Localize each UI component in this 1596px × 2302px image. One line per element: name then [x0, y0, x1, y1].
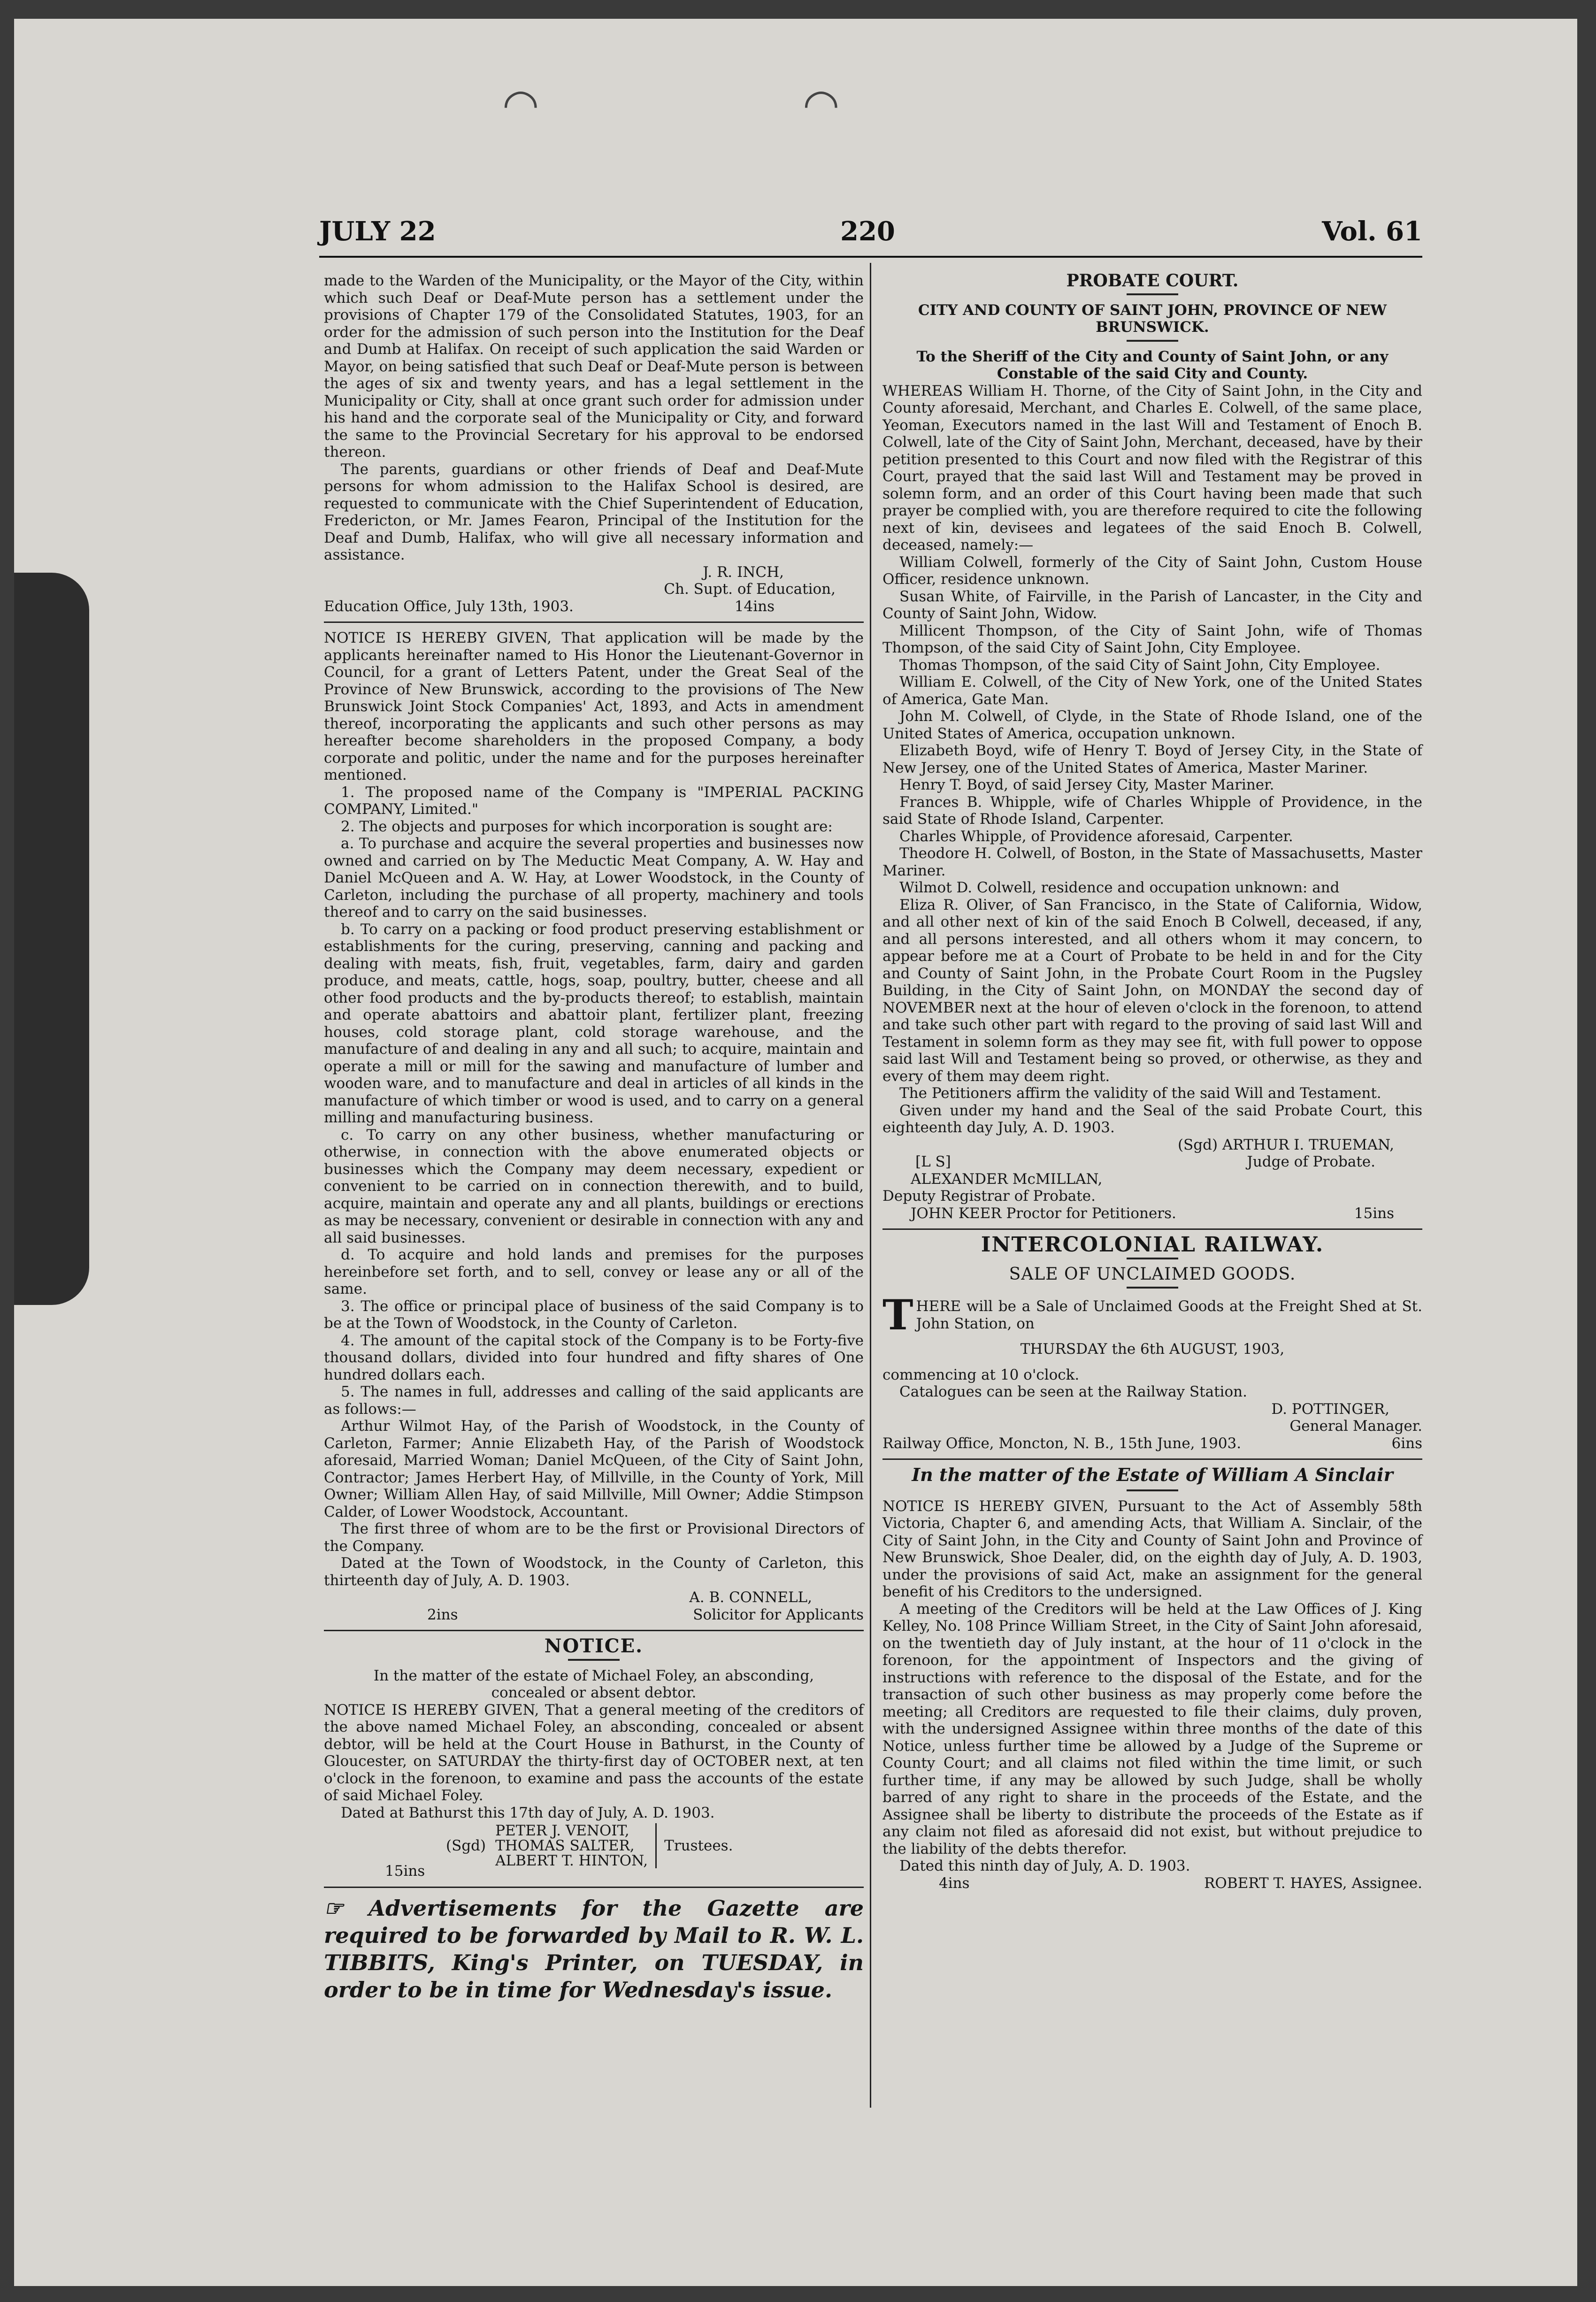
packing-paragraph: The first three of whom are to be the first or Provisional Directors of the Company.	[324, 1520, 864, 1555]
deaf-notice-paragraph: The parents, guardians or other friends of Deaf and Deaf-Mute persons for whom admission to the Halifax School is desired, are requested to communicate with the Chief Superintendent of Education, Fredericton, or Mr. James Fearon, Principal of the Institution for the Deaf and Dumb, Halifax, who will give all necessary information and assistance.	[324, 460, 864, 563]
binding-hole-icon: ◠	[803, 80, 840, 129]
divider	[324, 1630, 864, 1631]
railway-paragraph	[882, 1290, 1422, 1339]
insertion-count: 4ins	[939, 1874, 970, 1892]
divider	[324, 622, 864, 623]
title-rule	[1127, 1489, 1178, 1491]
probate-title: PROBATE COURT.	[1066, 271, 1239, 291]
advertisement-note	[324, 1895, 864, 2003]
pointing-hand-icon: ☞	[324, 1895, 344, 1921]
packing-paragraph: b. To carry on a packing or food product preserving establishment or establishments for the curing, preserving, canning and packing and dealing with meats, fish, fruit, vegetables, farm, dairy and garden produce, and meats, cattle, hogs, soap, poultry, butter, cheese and all other food products and the by-products thereof; to establish, maintain and operate abattoirs and abattoir plant, fertilizer plant, freezing houses, cold storage plant, cold storage warehouse, and the manufacture of and dealing in any and all such; to acquire, maintain and operate a mill or mill for the sawing and manufacture of lumber and wooden ware, and to manufacture and deal in articles of all kinds in the manufacture of which timber or wood is used, and to carry on a general milling and manufacturing business.	[324, 921, 864, 1126]
divider	[324, 1887, 864, 1888]
sgd-mark: (Sgd)	[446, 1837, 486, 1854]
divider	[882, 1228, 1422, 1230]
foley-notice	[324, 1635, 864, 1880]
trustee-name: THOMAS SALTER,	[495, 1837, 635, 1854]
packing-paragraph: Dated at the Town of Woodstock, in the County of Carleton, this thirteenth day of July, A. D. 1903.	[324, 1555, 864, 1589]
heir-entry: Thomas Thompson, of the said City of Saint John, City Employee.	[899, 656, 1381, 674]
probate-address: To the Sheriff of the City and County of Saint John, or any Constable of the said City and County.	[916, 348, 1389, 382]
divider	[882, 1458, 1422, 1460]
probate-paragraph: The Petitioners affirm the validity of the said Will and Testament.	[899, 1085, 1381, 1102]
judge-title: Judge of Probate.	[1247, 1153, 1375, 1170]
proctor-line: JOHN KEER Proctor for Petitioners.	[911, 1205, 1176, 1222]
header-page-number: 220	[840, 216, 895, 247]
notice-title: NOTICE.	[544, 1635, 644, 1657]
insertion-count: 2ins	[427, 1606, 458, 1623]
trustee-role: Trustees.	[664, 1837, 733, 1854]
probate-paragraph: Given under my hand and the Seal of the said Probate Court, this eighteenth day July, A. D. 1903.	[882, 1102, 1422, 1136]
heir-entry: William E. Colwell, of the City of New York, one of the United States of America, Gate Man.	[882, 674, 1422, 708]
sinclair-notice	[882, 1466, 1422, 1892]
seal-mark: [L S]	[915, 1153, 951, 1170]
trustees-block	[446, 1823, 864, 1868]
column-rule	[870, 263, 871, 2108]
title-rule	[1127, 293, 1178, 295]
packing-paragraph: 2. The objects and purposes for which incorporation is sought are:	[341, 818, 833, 835]
railway-title: INTERCOLONIAL RAILWAY.	[981, 1233, 1324, 1257]
insertion-count: 14ins	[734, 598, 775, 615]
insertion-count: 15ins	[1354, 1205, 1394, 1222]
signer-name: ROBERT T. HAYES, Assignee.	[1204, 1874, 1422, 1892]
probate-notice	[882, 272, 1422, 1222]
drop-cap: T	[882, 1290, 913, 1339]
heir-entry: Millicent Thompson, of the City of Saint John, wife of Thomas Thompson, of the said City of Saint John, City Employee.	[882, 622, 1422, 656]
trustee-name: ALBERT T. HINTON,	[495, 1852, 648, 1869]
packing-paragraph: NOTICE IS HEREBY GIVEN, That application will be made by the applicants hereinafter named to His Honor the Lieutenant-Governor in Council, for a grant of Letters Patent, under the Great Seal of the Province of New Brunswick, according to the provisions of The New Brunswick Joint Stock Companies' Act, 1893, and Acts in amendment thereof, incorporating the applicants and such other persons as may hereafter become shareholders in the proposed Company, a body corporate and politic, under the name and for the purposes hereinafter mentioned.	[324, 629, 864, 783]
sinclair-paragraph: A meeting of the Creditors will be held at the Law Offices of J. King Kelley, No. 108 Prince William Street, in the City of Saint John aforesaid, on the twentieth day of July instant, at the hour of 11 o'clock in the forenoon, for the appointment of Inspectors and the giving of instructions with reference to the disposal of the Estate, and for the transaction of such other business as may properly come before the meeting; all Creditors are requested to file their claims, duly proven, with the undersigned Assignee within three months of the date of this Notice, unless further time be allowed by a Judge of the Supreme or County Court; and all claims not filed within the time limit, or such further time, if any may be allowed by such Judge, shall be wholly barred of any right to share in the proceeds of the Estate, and the Assignee shall be liberty to distribute the proceeds of the Estate as if any claim not filed as aforesaid did not exist, but without prejudice to the liability of the debts therefor.	[882, 1600, 1422, 1857]
right-column	[882, 272, 1422, 1892]
heir-entry: William Colwell, formerly of the City of Saint John, Custom House Officer, residence unknown.	[882, 553, 1422, 588]
signer-title: Solicitor for Applicants	[693, 1606, 864, 1623]
title-rule	[568, 1659, 620, 1661]
deputy-registrar: ALEXANDER McMILLAN,	[911, 1170, 1103, 1188]
notice-subtitle: In the matter of the estate of Michael Foley, an absconding, concealed or absent debtor.	[373, 1667, 814, 1701]
insertion-count: 6ins	[1391, 1435, 1422, 1452]
deaf-notice-paragraph: made to the Warden of the Municipality, or the Mayor of the City, within which such Deaf or Deaf-Mute person has a settlement under the provisions of Chapter 179 of the Consolidated Statutes, 1903, for an order for the admission of such person into the Institution for the Deaf and Dumb at Halifax. On receipt of such application the said Warden or Mayor, on being satisfied that such Deaf or Deaf-Mute person is between the ages of six and twenty years, and has a legal settlement in the Municipality or City, shall at once grant such order for admission under his hand and the corporate seal of the Municipality or City, and forward the same to the Provincial Secretary for his approval to be endorsed thereon.	[324, 272, 864, 460]
office-line: Railway Office, Moncton, N. B., 15th June, 1903.	[882, 1435, 1242, 1452]
binding-hole-icon: ◠	[502, 80, 539, 129]
insertion-count: 15ins	[385, 1863, 425, 1880]
packing-paragraph: c. To carry on any other business, whether manufacturing or otherwise, in connection with the above enumerated objects or businesses which the Company may deem necessary, expedient or convenient to be carried on in connection therewith, and to build, acquire, maintain and operate any and all plants, buildings or erections as may be necessary, convenient or desirable in connection with any and all said businesses.	[324, 1126, 864, 1246]
packing-paragraph: 5. The names in full, addresses and calling of the said applicants are as follows:—	[324, 1383, 864, 1418]
imperial-packing-notice	[324, 629, 864, 1623]
sale-date: THURSDAY the 6th AUGUST, 1903,	[1020, 1341, 1285, 1358]
deputy-title: Deputy Registrar of Probate.	[882, 1188, 1096, 1205]
railway-notice	[882, 1233, 1422, 1452]
railway-paragraph: Catalogues can be seen at the Railway Station.	[899, 1383, 1247, 1400]
heir-entry: Elizabeth Boyd, wife of Henry T. Boyd of Jersey City, in the State of New Jersey, one of the United States of America, Master Mariner.	[882, 742, 1422, 776]
scanner-thumb	[14, 573, 89, 1305]
title-rule	[1127, 1258, 1178, 1259]
probate-subtitle: CITY AND COUNTY OF SAINT JOHN, PROVINCE OF NEW BRUNSWICK.	[918, 301, 1387, 336]
page-header	[319, 216, 1422, 253]
judge-signature: (Sgd) ARTHUR I. TRUEMAN,	[1177, 1136, 1394, 1153]
packing-paragraph: 4. The amount of the capital stock of the Company is to be Forty-five thousand dollars, divided into four hundred and fifty shares of One hundred dollars each.	[324, 1332, 864, 1383]
packing-paragraph: 3. The office or principal place of business of the said Company is to be at the Town of Woodstock, in the County of Carleton.	[324, 1297, 864, 1332]
heir-entry: Susan White, of Fairville, in the Parish of Lancaster, in the City and County of Saint John, Widow.	[882, 588, 1422, 622]
probate-paragraph: Eliza R. Oliver, of San Francisco, in the State of California, Widow, and all other next of kin of the said Enoch B Colwell, deceased, if any, and all persons interested, and all others whom it may concern, to appear before me at a Court of Probate to be held in and for the City and County of Saint John, in the Probate Court Room in the Pugsley Building, in the City of Saint John, on MONDAY the second day of NOVEMBER next at the hour of eleven o'clock in the forenoon, to attend and take such other part with regard to the proving of said last Will and Testament in solemn form as they may see fit, with full power to oppose said last Will and Testament being so proved, or otherwise, as they and every of them may deem right.	[882, 896, 1422, 1085]
dated-line: Dated this ninth day of July, A. D. 1903.	[899, 1857, 1190, 1874]
advertisement-note-text: Advertisements for the Gazette are required to be forwarded by Mail to R. W. L. TIBBITS, King's Printer, on TUESDAY, in order to be in time for Wednesday's issue.	[324, 1895, 864, 2003]
packing-paragraph: 1. The proposed name of the Company is "IMPERIAL PACKING COMPANY, Limited."	[324, 783, 864, 818]
railway-paragraph: commencing at 10 o'clock.	[882, 1366, 1080, 1383]
dated-line: Dated at Bathurst this 17th day of July, A. D. 1903.	[341, 1804, 715, 1821]
deaf-institution-notice	[324, 272, 864, 615]
signer-name: D. POTTINGER,	[1271, 1400, 1389, 1418]
packing-paragraph: a. To purchase and acquire the several properties and businesses now owned and carried on by The Meductic Meat Company, A. W. Hay and Daniel McQueen and A. W. Hay, at Lower Woodstock, in the County of Carleton, including the purchase of all property, machinery and tools thereof and to carry on the said businesses.	[324, 835, 864, 921]
foley-paragraph: NOTICE IS HEREBY GIVEN, That a general meeting of the creditors of the above named Michael Foley, an absconding, concealed or absent debtor, will be held at the Court House in Bathurst, in the County of Gloucester, on SATURDAY the thirty-first day of OCTOBER next, at ten o'clock in the forenoon, to examine and pass the accounts of the estate of said Michael Foley.	[324, 1701, 864, 1804]
railway-paragraph-text: HERE will be a Sale of Unclaimed Goods at the Freight Shed at St. John Station, on	[916, 1298, 1422, 1332]
sinclair-paragraph: NOTICE IS HEREBY GIVEN, Pursuant to the Act of Assembly 58th Victoria, Chapter 6, and amending Acts, that William A. Sinclair, of the City of Saint John, in the City and County of Saint John and Province of New Brunswick, Shoe Dealer, did, on the eighth day of July, A. D. 1903, under the provisions of said Act, make an assignment for the general benefit of his Creditors to the undersigned.	[882, 1497, 1422, 1600]
header-date: JULY 22	[319, 216, 436, 247]
signer-name: A. B. CONNELL,	[689, 1589, 812, 1606]
office-line: Education Office, July 13th, 1903.	[324, 598, 574, 615]
probate-paragraph: WHEREAS William H. Thorne, of the City of Saint John, in the City and County aforesaid, Merchant, and Charles E. Colwell, of the same place, Yeoman, Executors named in the last Will and Testament of Enoch B. Colwell, late of the City of Saint John, Merchant, deceased, have by their petition presented to this Court and now filed with the Registrar of this Court, prayed that the said last Will and Testament may be proved in solemn form, and an order of this Court having been made that such prayer be complied with, you are therefore required to cite the following next of kin, devisees and legatees of the said Enoch B. Colwell, deceased, namely:—	[882, 382, 1422, 553]
title-rule	[1127, 340, 1178, 342]
packing-paragraph: Arthur Wilmot Hay, of the Parish of Woodstock, in the County of Carleton, Farmer; Annie Elizabeth Hay, of the Parish of Woodstock aforesaid, Married Woman; Daniel McQueen, of the City of Saint John, Contractor; James Herbert Hay, of Millville, in the County of York, Mill Owner; William Allen Hay, of said Millville, Mill Owner; Addie Stimpson Calder, of Lower Woodstock, Accountant.	[324, 1418, 864, 1520]
heir-entry: Henry T. Boyd, of said Jersey City, Master Mariner.	[899, 776, 1274, 793]
signer-title: Ch. Supt. of Education,	[664, 581, 836, 598]
heir-entry: Frances B. Whipple, wife of Charles Whipple of Providence, in the said State of Rhode Island, Carpenter.	[882, 793, 1422, 828]
title-rule	[1127, 1287, 1178, 1289]
heir-entry: Theodore H. Colwell, of Boston, in the State of Massachusetts, Master Mariner.	[882, 845, 1422, 879]
heir-entry: Wilmot D. Colwell, residence and occupation unknown: and	[899, 879, 1340, 896]
packing-paragraph: d. To acquire and hold lands and premises for the purposes hereinbefore set forth, and to sell, convey or lease any or all of the same.	[324, 1246, 864, 1297]
signer-name: J. R. INCH,	[703, 563, 784, 581]
trustee-name: PETER J. VENOIT,	[495, 1822, 629, 1839]
header-volume: Vol. 61	[1322, 216, 1422, 247]
railway-subtitle: SALE OF UNCLAIMED GOODS.	[1009, 1264, 1296, 1284]
header-rule	[319, 256, 1422, 258]
sinclair-title: In the matter of the Estate of William A Sinclair	[912, 1464, 1393, 1485]
heir-entry: John M. Colwell, of Clyde, in the State of Rhode Island, one of the United States of America, occupation unknown.	[882, 708, 1422, 742]
signer-title: General Manager.	[1289, 1418, 1422, 1435]
gazette-page	[14, 19, 1577, 2286]
left-column	[324, 272, 864, 2003]
heir-entry: Charles Whipple, of Providence aforesaid, Carpenter.	[899, 828, 1293, 845]
